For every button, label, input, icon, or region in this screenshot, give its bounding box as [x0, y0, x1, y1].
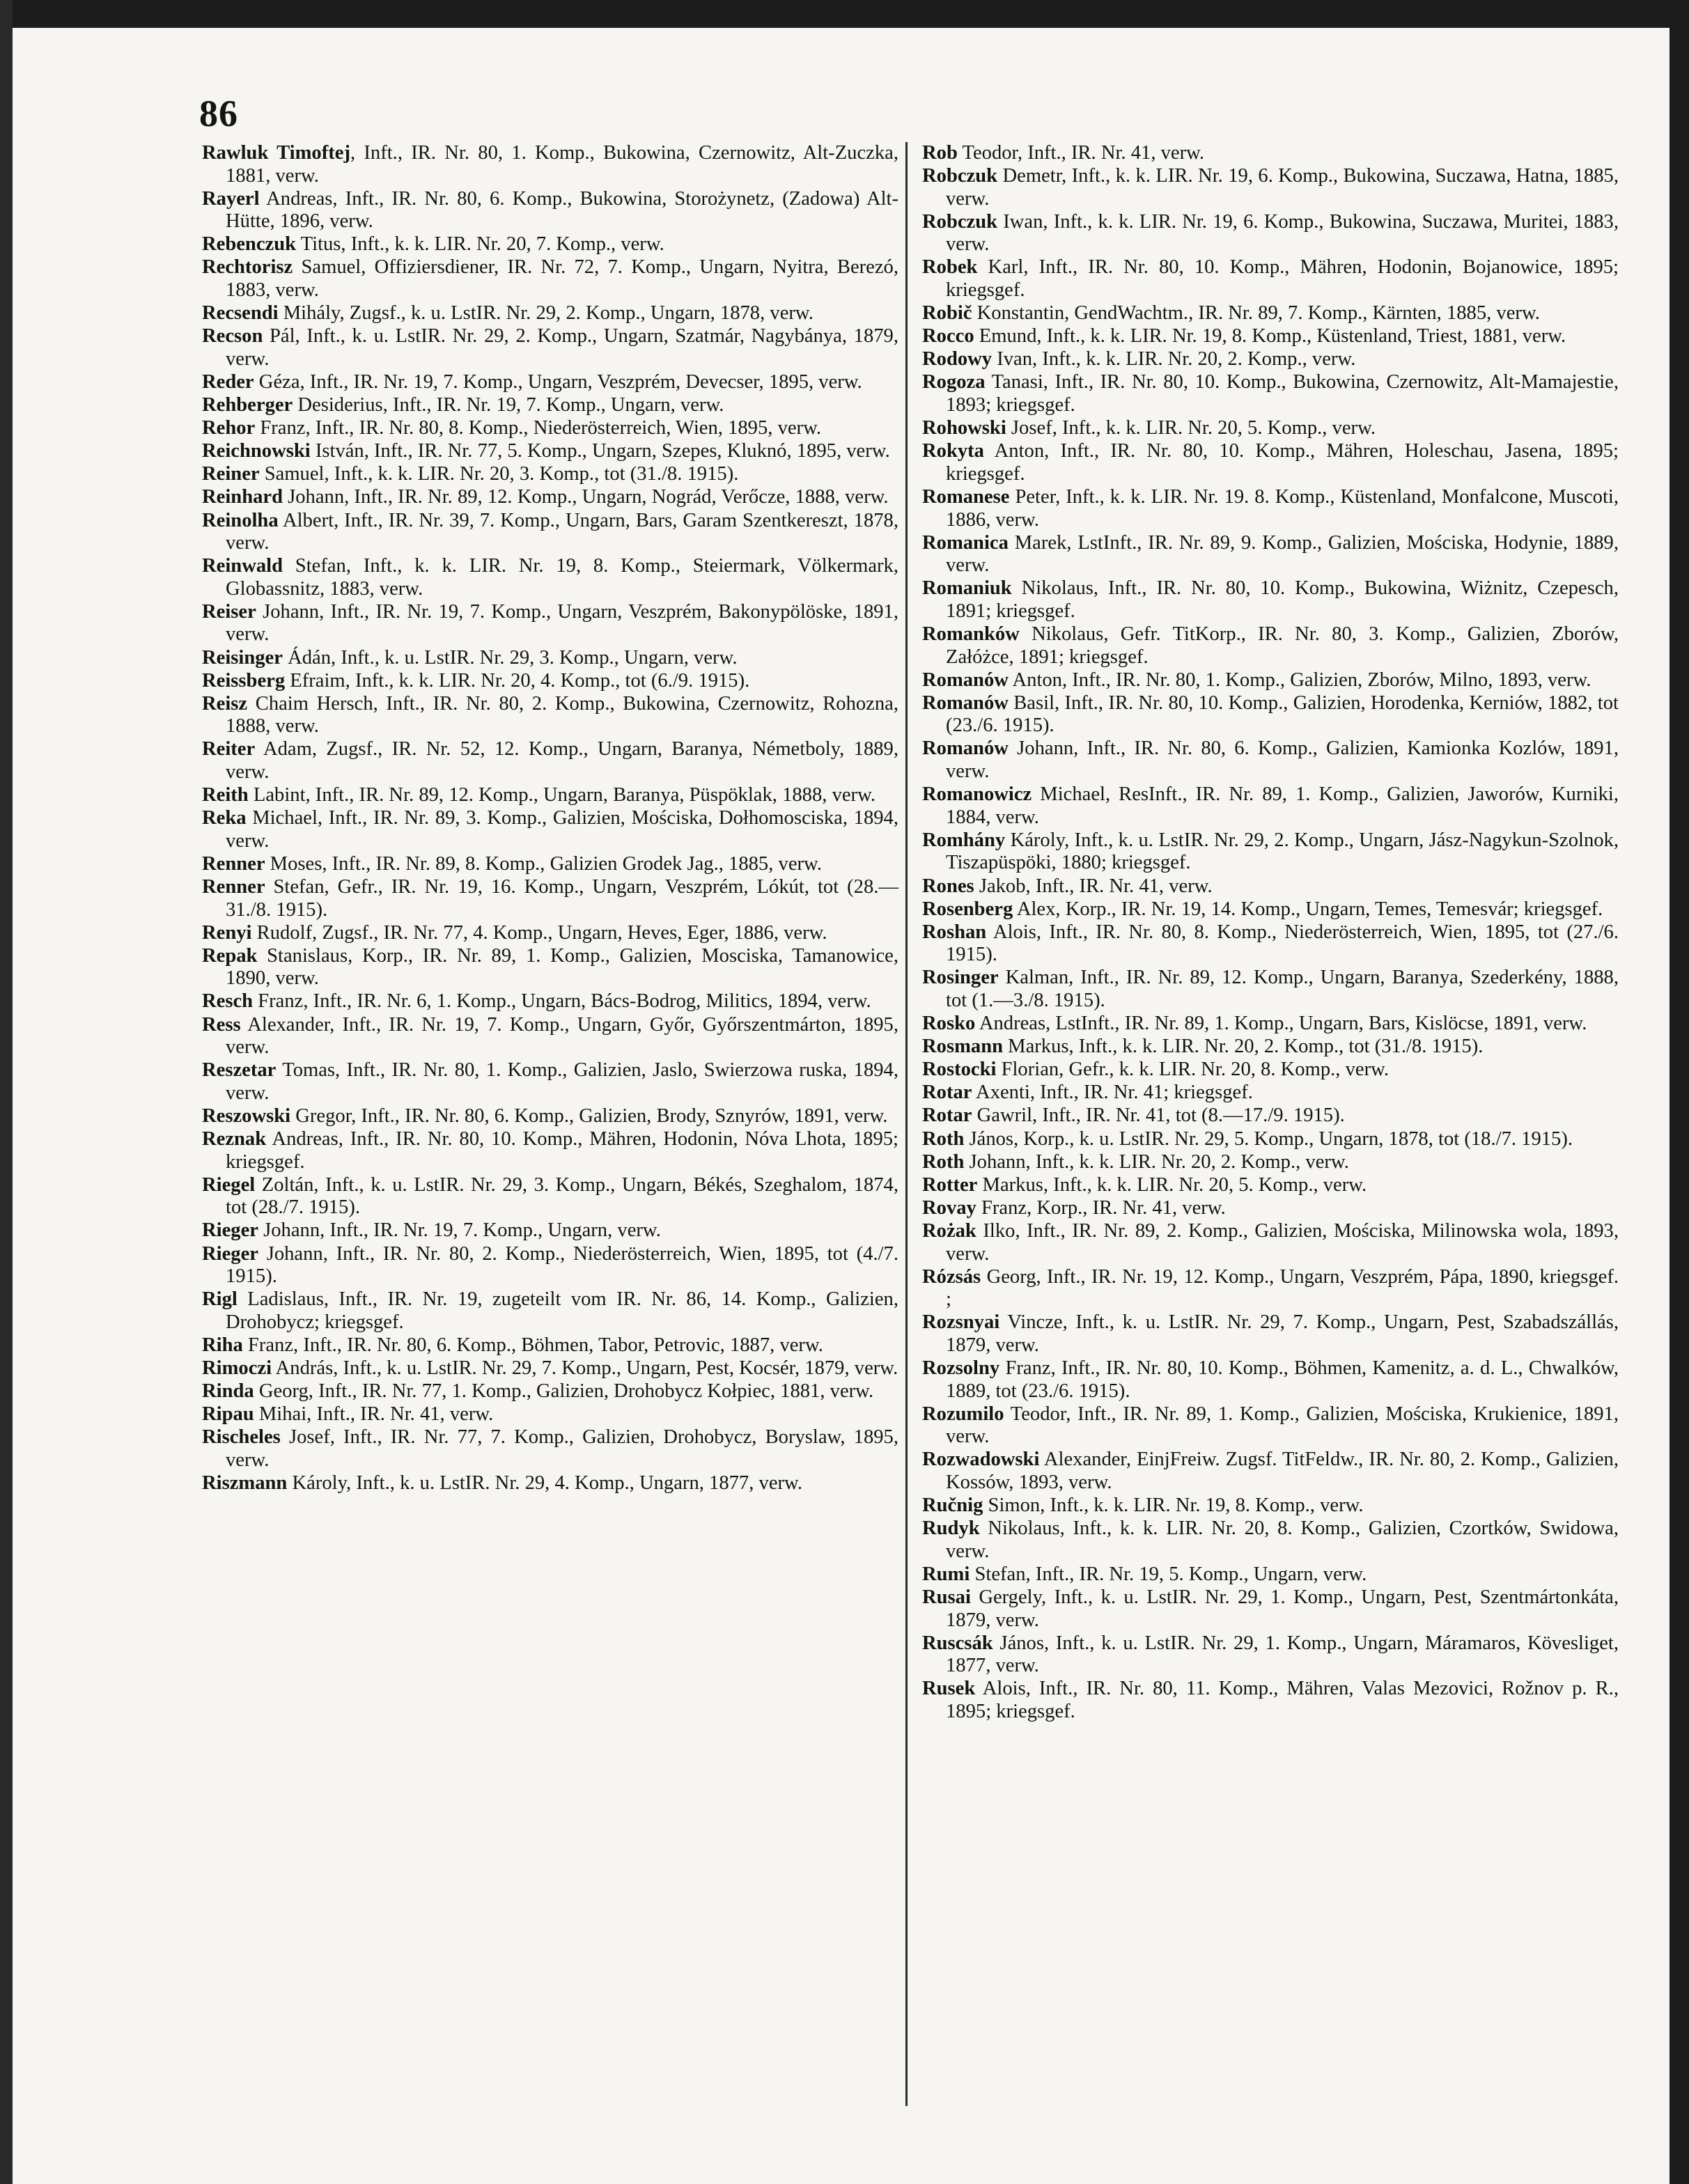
- entry-surname: Rusai: [922, 1586, 971, 1608]
- list-entry: [922, 1220, 1619, 1265]
- scan-edge-top: [0, 0, 1689, 28]
- entry-surname: Rosmann: [922, 1036, 1003, 1058]
- entry-surname: Romanowicz: [922, 783, 1032, 806]
- entry-details: Alexander, EinjFreiw. Zugsf. TitFeldw., IR. Nr. 80, 2. Komp., Galizien, Kossów, 1893, verw.: [946, 1449, 1619, 1493]
- entry-surname: Reichnowski: [202, 440, 311, 462]
- entry-surname: Rinda: [202, 1380, 254, 1403]
- entry-surname: Robczuk: [922, 165, 998, 187]
- entry-surname: Robek: [922, 256, 978, 279]
- entry-surname: Ruscsák: [922, 1632, 993, 1654]
- entry-details: Gregor, Inft., IR. Nr. 80, 6. Komp., Galizien, Brody, Sznyrów, 1891, verw.: [290, 1105, 888, 1127]
- list-entry: [202, 693, 898, 738]
- list-entry: [922, 417, 1619, 440]
- list-entry: [922, 1128, 1619, 1151]
- list-entry: [202, 945, 898, 990]
- list-entry: [202, 1219, 898, 1242]
- entry-details: Gergely, Inft., k. u. LstIR. Nr. 29, 1. Komp., Ungarn, Pest, Szentmártonkáta, 1879, verw.: [946, 1586, 1619, 1631]
- entry-surname: Rosenberg: [922, 898, 1013, 920]
- entry-details: Chaim Hersch, Inft., IR. Nr. 80, 2. Komp., Bukowina, Czernowitz, Rohozna, 1888, verw.: [226, 692, 898, 738]
- list-entry: [922, 1632, 1619, 1678]
- list-entry: [202, 853, 898, 876]
- entry-surname: Rohowski: [922, 417, 1006, 439]
- entry-details: Michael, Inft., IR. Nr. 89, 3. Komp., Galizien, Mościska, Dołhomosciska, 1894, verw.: [226, 807, 898, 852]
- list-entry: [922, 1174, 1619, 1197]
- entry-details: Georg, Inft., IR. Nr. 19, 12. Komp., Ungarn, Veszprém, Pápa, 1890, kriegsgef. ;: [946, 1265, 1619, 1311]
- entry-details: Johann, Inft., IR. Nr. 80, 2. Komp., Niederösterreich, Wien, 1895, tot (4./7. 1915).: [226, 1242, 898, 1288]
- entry-details: István, Inft., IR. Nr. 77, 5. Komp., Ungarn, Szepes, Kluknó, 1895, verw.: [310, 440, 890, 462]
- list-entry: [922, 440, 1619, 485]
- list-entry: [202, 463, 898, 486]
- list-entry: [922, 325, 1619, 348]
- entry-details: Johann, Inft., IR. Nr. 19, 7. Komp., Ungarn, Veszprém, Bakonypölöske, 1891, verw.: [226, 600, 898, 646]
- list-entry: [922, 1518, 1619, 1563]
- list-entry: [202, 876, 898, 921]
- entry-details: Emund, Inft., k. k. LIR. Nr. 19, 8. Komp., Küstenland, Triest, 1881, verw.: [974, 325, 1566, 348]
- entry-details: Peter, Inft., k. k. LIR. Nr. 19. 8. Komp., Küstenland, Monfalcone, Muscoti, 1886, verw.: [946, 485, 1619, 531]
- entry-surname: Roshan: [922, 921, 987, 943]
- entry-details: Teodor, Inft., IR. Nr. 41, verw.: [957, 142, 1205, 164]
- entry-details: Ladislaus, Inft., IR. Nr. 19, zugeteilt vom IR. Nr. 86, 14. Komp., Galizien, Drohobycz; kriegsgef.: [226, 1288, 898, 1333]
- entry-surname: Romanów: [922, 692, 1009, 714]
- entry-details: Andreas, Inft., IR. Nr. 80, 6. Komp., Bukowina, Storożynetz, (Zadowa) Alt-Hütte, 1896, verw.: [226, 187, 898, 233]
- list-entry: [922, 1013, 1619, 1036]
- entry-details: Nikolaus, Gefr. TitKorp., IR. Nr. 80, 3. Komp., Galizien, Zborów, Załóżce, 1891; kriegsgef.: [946, 623, 1619, 668]
- list-entry: [922, 1197, 1619, 1220]
- entry-surname: Recson: [202, 325, 263, 348]
- entry-details: Adam, Zugsf., IR. Nr. 52, 12. Komp., Ungarn, Baranya, Németboly, 1889, verw.: [226, 738, 898, 783]
- list-entry: [922, 692, 1619, 738]
- list-entry: [202, 1059, 898, 1105]
- entry-details: Johann, Inft., IR. Nr. 19, 7. Komp., Ungarn, verw.: [258, 1219, 661, 1242]
- entry-details: Stefan, Gefr., IR. Nr. 19, 16. Komp., Ungarn, Veszprém, Lókút, tot (28.—31./8. 1915).: [226, 876, 898, 921]
- entry-details: Teodor, Inft., IR. Nr. 89, 1. Komp., Galizien, Mościska, Krukienice, 1891, verw.: [946, 1403, 1619, 1448]
- entry-surname: Renner: [202, 852, 265, 875]
- list-entry: [922, 1449, 1619, 1494]
- entry-details: Axenti, Inft., IR. Nr. 41; kriegsgef.: [972, 1082, 1253, 1104]
- entry-details: Ivan, Inft., k. k. LIR. Nr. 20, 2. Komp., verw.: [992, 348, 1356, 370]
- entry-details: Johann, Inft., k. k. LIR. Nr. 20, 2. Komp., verw.: [964, 1150, 1349, 1173]
- list-entry: [922, 1678, 1619, 1723]
- list-entry: [922, 1495, 1619, 1518]
- list-entry: [922, 1151, 1619, 1174]
- list-entry: [202, 1403, 898, 1426]
- list-entry: [922, 669, 1619, 692]
- entry-surname: Rocco: [922, 325, 974, 348]
- page-number: 86: [199, 93, 238, 134]
- list-entry: [922, 142, 1619, 165]
- list-entry: [922, 829, 1619, 875]
- entry-surname: Rieger: [202, 1219, 258, 1242]
- list-entry: [202, 1380, 898, 1403]
- entry-surname: Riszmann: [202, 1472, 288, 1494]
- list-entry: [202, 1105, 898, 1128]
- list-entry: [202, 1243, 898, 1288]
- right-column: [922, 142, 1619, 1724]
- entry-details: Alois, Inft., IR. Nr. 80, 11. Komp., Mähren, Valas Mezovici, Rožnov p. R., 1895; kriegsgef.: [946, 1678, 1619, 1722]
- list-entry: [202, 922, 898, 945]
- entry-details: Florian, Gefr., k. k. LIR. Nr. 20, 8. Komp., verw.: [996, 1059, 1390, 1081]
- entry-details: Franz, Inft., IR. Nr. 80, 10. Komp., Böhmen, Kamenitz, a. d. L., Chwalków, 1889, tot (23./6. 1915).: [946, 1357, 1619, 1402]
- entry-details: Karl, Inft., IR. Nr. 80, 10. Komp., Mähren, Hodonin, Bojanowice, 1895; kriegsgef.: [946, 256, 1619, 302]
- entry-details: Géza, Inft., IR. Nr. 19, 7. Komp., Ungarn, Veszprém, Devecser, 1895, verw.: [254, 370, 862, 393]
- entry-surname: Rózsás: [922, 1265, 981, 1288]
- list-entry: [922, 371, 1619, 416]
- entry-details: Moses, Inft., IR. Nr. 89, 8. Komp., Galizien Grodek Jag., 1885, verw.: [265, 852, 822, 875]
- entry-details: Jakob, Inft., IR. Nr. 41, verw.: [974, 875, 1213, 897]
- list-entry: [202, 1334, 898, 1357]
- entry-surname: Rawluk Timoftej: [202, 142, 350, 164]
- list-entry: [922, 623, 1619, 669]
- entry-details: Stefan, Inft., k. k. LIR. Nr. 19, 8. Komp., Steiermark, Völkermark, Globassnitz, 1883, verw.: [226, 555, 898, 600]
- list-entry: [922, 1403, 1619, 1449]
- entry-details: Alex, Korp., IR. Nr. 19, 14. Komp., Ungarn, Temes, Temesvár; kriegsgef.: [1013, 898, 1603, 920]
- entry-surname: Riegel: [202, 1173, 256, 1196]
- entry-details: Károly, Inft., k. u. LstIR. Nr. 29, 2. Komp., Ungarn, Jász-Nagykun-Szolnok, Tiszapüspöki, 1880; kriegsgef.: [946, 829, 1619, 874]
- list-entry: [202, 670, 898, 693]
- entry-surname: Rehberger: [202, 394, 293, 416]
- list-entry: [922, 486, 1619, 531]
- list-entry: [202, 1426, 898, 1472]
- list-entry: [202, 256, 898, 302]
- left-column: [202, 142, 898, 1495]
- list-entry: [922, 256, 1619, 302]
- list-entry: [922, 1036, 1619, 1059]
- list-entry: [922, 1266, 1619, 1311]
- list-entry: [202, 486, 898, 509]
- entry-details: Franz, Inft., IR. Nr. 6, 1. Komp., Ungarn, Bács-Bodrog, Militics, 1894, verw.: [253, 990, 871, 1013]
- entry-surname: Rischeles: [202, 1426, 281, 1449]
- entry-surname: Ress: [202, 1013, 241, 1036]
- entry-details: Titus, Inft., k. k. LIR. Nr. 20, 7. Komp., verw.: [296, 233, 664, 256]
- list-entry: [922, 967, 1619, 1012]
- entry-surname: Reisinger: [202, 646, 283, 669]
- entry-surname: Reinwald: [202, 555, 283, 577]
- entry-surname: Rodowy: [922, 348, 993, 370]
- list-entry: [922, 532, 1619, 577]
- entry-surname: Riha: [202, 1334, 243, 1356]
- list-entry: [202, 233, 898, 256]
- entry-details: Ilko, Inft., IR. Nr. 89, 2. Komp., Galizien, Mościska, Milinowska wola, 1893, verw.: [946, 1219, 1619, 1265]
- entry-details: Nikolaus, Inft., k. k. LIR. Nr. 20, 8. Komp., Galizien, Czortków, Swidowa, verw.: [946, 1518, 1619, 1562]
- entry-details: Josef, Inft., k. k. LIR. Nr. 20, 5. Komp., verw.: [1006, 417, 1376, 439]
- entry-details: Simon, Inft., k. k. LIR. Nr. 19, 8. Komp., verw.: [983, 1495, 1364, 1517]
- entry-details: Gawril, Inft., IR. Nr. 41, tot (8.—17./9. 1915).: [972, 1105, 1345, 1127]
- entry-surname: Romanów: [922, 738, 1009, 760]
- list-entry: [922, 875, 1619, 898]
- entry-details: Michael, ResInft., IR. Nr. 89, 1. Komp., Galizien, Jaworów, Kurniki, 1884, verw.: [946, 783, 1619, 828]
- entry-surname: Renyi: [202, 921, 252, 944]
- entry-details: Pál, Inft., k. u. LstIR. Nr. 29, 2. Komp., Ungarn, Szatmár, Nagybánya, 1879, verw.: [226, 325, 898, 370]
- list-entry: [202, 417, 898, 440]
- entry-details: Alois, Inft., IR. Nr. 80, 8. Komp., Niederösterreich, Wien, 1895, tot (27./6. 1915).: [946, 921, 1619, 966]
- entry-surname: Rayerl: [202, 187, 260, 210]
- list-entry: [202, 371, 898, 394]
- entry-surname: Rosinger: [922, 967, 999, 989]
- entry-details: Demetr, Inft., k. k. LIR. Nr. 19, 6. Komp., Bukowina, Suczawa, Hatna, 1885, verw.: [946, 165, 1619, 210]
- entry-surname: Rotar: [922, 1082, 972, 1104]
- entry-details: Andreas, LstInft., IR. Nr. 89, 1. Komp., Ungarn, Bars, Kislöcse, 1891, verw.: [975, 1013, 1587, 1035]
- entry-surname: Robič: [922, 302, 972, 325]
- list-entry: [922, 921, 1619, 967]
- list-entry: [202, 990, 898, 1013]
- list-entry: [202, 1288, 898, 1334]
- entry-surname: Rostocki: [922, 1059, 997, 1081]
- entry-details: Mihai, Inft., IR. Nr. 41, verw.: [254, 1403, 494, 1426]
- list-entry: [922, 1586, 1619, 1632]
- entry-details: Stanislaus, Korp., IR. Nr. 89, 1. Komp., Galizien, Mosciska, Tamanowice, 1890, verw.: [226, 944, 898, 990]
- scan-edge-right: [1669, 0, 1689, 2184]
- entry-surname: Rehor: [202, 417, 256, 439]
- entry-surname: Ripau: [202, 1403, 254, 1426]
- entry-surname: Rigl: [202, 1288, 238, 1311]
- entry-details: Anton, Inft., IR. Nr. 80, 1. Komp., Galizien, Zborów, Milno, 1893, verw.: [1008, 669, 1591, 691]
- entry-surname: Reinhard: [202, 486, 283, 508]
- entry-details: , Inft., IR. Nr. 80, 1. Komp., Bukowina, Czernowitz, Alt-Zuczka, 1881, verw.: [226, 142, 898, 187]
- entry-surname: Reith: [202, 784, 249, 806]
- entry-details: Samuel, Offiziersdiener, IR. Nr. 72, 7. Komp., Ungarn, Nyitra, Berezó, 1883, verw.: [226, 256, 898, 302]
- entry-surname: Reiser: [202, 600, 256, 623]
- list-entry: [922, 1059, 1619, 1082]
- entry-details: Tomas, Inft., IR. Nr. 80, 1. Komp., Galizien, Jaslo, Swierzowa ruska, 1894, verw.: [226, 1059, 898, 1104]
- entry-details: Marek, LstInft., IR. Nr. 89, 9. Komp., Galizien, Mościska, Hodynie, 1889, verw.: [946, 531, 1619, 577]
- entry-surname: Rozumilo: [922, 1403, 1004, 1425]
- list-entry: [922, 1082, 1619, 1105]
- entry-details: Stefan, Inft., IR. Nr. 19, 5. Komp., Ungarn, verw.: [970, 1563, 1367, 1585]
- entry-surname: Reiter: [202, 738, 256, 760]
- entry-surname: Rozsolny: [922, 1357, 1000, 1379]
- entry-surname: Rebenczuk: [202, 233, 297, 256]
- entry-surname: Ručnig: [922, 1495, 983, 1517]
- list-entry: [202, 510, 898, 555]
- entry-details: Josef, Inft., IR. Nr. 77, 7. Komp., Galizien, Drohobycz, Boryslaw, 1895, verw.: [226, 1426, 898, 1471]
- list-entry: [202, 1357, 898, 1380]
- entry-surname: Rozsnyai: [922, 1311, 1000, 1334]
- entry-surname: Recsendi: [202, 302, 279, 325]
- entry-details: András, Inft., k. u. LstIR. Nr. 29, 7. Komp., Ungarn, Pest, Kocsér, 1879, verw.: [272, 1357, 898, 1379]
- entry-surname: Reszowski: [202, 1105, 291, 1127]
- entry-surname: Rovay: [922, 1196, 976, 1219]
- entry-details: János, Inft., k. u. LstIR. Nr. 29, 1. Komp., Ungarn, Máramaros, Kövesliget, 1877, verw.: [946, 1632, 1619, 1677]
- list-entry: [202, 394, 898, 417]
- entry-surname: Roth: [922, 1150, 965, 1173]
- list-entry: [202, 738, 898, 783]
- entry-surname: Robczuk: [922, 210, 998, 233]
- entry-surname: Rosko: [922, 1013, 976, 1035]
- entry-details: János, Korp., k. u. LstIR. Nr. 29, 5. Komp., Ungarn, 1878, tot (18./7. 1915).: [964, 1128, 1573, 1150]
- entry-surname: Reinolha: [202, 509, 279, 531]
- list-entry: [202, 142, 898, 187]
- list-entry: [202, 188, 898, 233]
- entry-details: Ádán, Inft., k. u. LstIR. Nr. 29, 3. Komp., Ungarn, verw.: [282, 646, 738, 669]
- entry-surname: Reszetar: [202, 1059, 277, 1082]
- entry-surname: Romaniuk: [922, 577, 1012, 600]
- entry-details: Iwan, Inft., k. k. LIR. Nr. 19, 6. Komp., Bukowina, Suczawa, Muritei, 1883, verw.: [946, 210, 1619, 256]
- entry-surname: Rotter: [922, 1173, 978, 1196]
- entry-surname: Romhány: [922, 829, 1006, 851]
- entry-surname: Resch: [202, 990, 254, 1013]
- entry-surname: Reder: [202, 370, 254, 393]
- list-entry: [922, 783, 1619, 829]
- entry-surname: Rogoza: [922, 371, 986, 393]
- entry-details: Basil, Inft., IR. Nr. 80, 10. Komp., Galizien, Horodenka, Kerniów, 1882, tot (23./6. 1915).: [946, 692, 1619, 737]
- entry-details: Labint, Inft., IR. Nr. 89, 12. Komp., Ungarn, Baranya, Püspöklak, 1888, verw.: [248, 784, 876, 806]
- entry-surname: Renner: [202, 876, 265, 898]
- list-entry: [922, 302, 1619, 325]
- list-entry: [202, 601, 898, 646]
- entry-details: Zoltán, Inft., k. u. LstIR. Nr. 29, 3. Komp., Ungarn, Békés, Szeghalom, 1874, tot (28./7. 1915).: [226, 1173, 898, 1219]
- entry-details: Johann, Inft., IR. Nr. 80, 6. Komp., Galizien, Kamionka Kozlów, 1891, verw.: [946, 738, 1619, 783]
- entry-details: Konstantin, GendWachtm., IR. Nr. 89, 7. Komp., Kärnten, 1885, verw.: [972, 302, 1540, 325]
- entry-surname: Reznak: [202, 1128, 267, 1150]
- list-entry: [922, 165, 1619, 210]
- entry-details: Vincze, Inft., k. u. LstIR. Nr. 29, 7. Komp., Ungarn, Pest, Szabadszállás, 1879, verw.: [946, 1311, 1619, 1356]
- list-entry: [202, 1472, 898, 1495]
- list-entry: [202, 440, 898, 463]
- entry-surname: Reisz: [202, 692, 248, 715]
- entry-details: Johann, Inft., IR. Nr. 89, 12. Komp., Ungarn, Nográd, Verőcze, 1888, verw.: [282, 486, 889, 508]
- entry-surname: Rechtorisz: [202, 256, 293, 279]
- entry-surname: Romanica: [922, 531, 1009, 554]
- entry-details: Andreas, Inft., IR. Nr. 80, 10. Komp., Mähren, Hodonin, Nóva Lhota, 1895; kriegsgef.: [226, 1128, 898, 1173]
- entry-details: Kalman, Inft., IR. Nr. 89, 12. Komp., Ungarn, Baranya, Szederkény, 1888, tot (1.—3./8. 1915).: [946, 967, 1619, 1011]
- list-entry: [202, 555, 898, 600]
- entry-details: Markus, Inft., k. k. LIR. Nr. 20, 5. Komp., verw.: [977, 1173, 1367, 1196]
- column-divider: [905, 142, 908, 2106]
- list-entry: [202, 647, 898, 670]
- entry-surname: Rimoczi: [202, 1357, 272, 1379]
- entry-surname: Rusek: [922, 1678, 976, 1700]
- entry-surname: Rokyta: [922, 440, 984, 462]
- entry-details: Károly, Inft., k. u. LstIR. Nr. 29, 4. Komp., Ungarn, 1877, verw.: [287, 1472, 802, 1494]
- entry-details: Mihály, Zugsf., k. u. LstIR. Nr. 29, 2. Komp., Ungarn, 1878, verw.: [278, 302, 814, 325]
- entry-details: Alexander, Inft., IR. Nr. 19, 7. Komp., Ungarn, Győr, Győrszentmárton, 1895, verw.: [226, 1013, 898, 1059]
- entry-surname: Rożak: [922, 1219, 976, 1242]
- entry-details: Franz, Korp., IR. Nr. 41, verw.: [976, 1196, 1226, 1219]
- entry-details: Desiderius, Inft., IR. Nr. 19, 7. Komp., Ungarn, verw.: [293, 394, 724, 416]
- list-entry: [922, 1563, 1619, 1586]
- entry-surname: Rob: [922, 142, 958, 164]
- entry-details: Franz, Inft., IR. Nr. 80, 6. Komp., Böhmen, Tabor, Petrovic, 1887, verw.: [242, 1334, 823, 1356]
- entry-surname: Reiner: [202, 463, 260, 485]
- list-entry: [922, 898, 1619, 921]
- entry-details: Albert, Inft., IR. Nr. 39, 7. Komp., Ungarn, Bars, Garam Szentkereszt, 1878, verw.: [226, 509, 898, 554]
- entry-surname: Rudyk: [922, 1518, 980, 1540]
- entry-surname: Reka: [202, 807, 247, 829]
- entry-details: Franz, Inft., IR. Nr. 80, 8. Komp., Niederösterreich, Wien, 1895, verw.: [255, 417, 822, 439]
- entry-surname: Rumi: [922, 1563, 970, 1585]
- entry-surname: Roth: [922, 1128, 965, 1150]
- entry-details: Efraim, Inft., k. k. LIR. Nr. 20, 4. Komp., tot (6./9. 1915).: [285, 669, 750, 692]
- list-entry: [202, 807, 898, 852]
- entry-surname: Romanów: [922, 669, 1009, 691]
- entry-details: Rudolf, Zugsf., IR. Nr. 77, 4. Komp., Ungarn, Heves, Eger, 1886, verw.: [251, 921, 827, 944]
- entry-surname: Rones: [922, 875, 974, 897]
- entry-surname: Rozwadowski: [922, 1449, 1040, 1471]
- list-entry: [202, 1174, 898, 1219]
- list-entry: [202, 1128, 898, 1173]
- list-entry: [922, 738, 1619, 783]
- scan-edge-left: [0, 0, 13, 2184]
- list-entry: [202, 784, 898, 807]
- list-entry: [922, 1357, 1619, 1403]
- list-entry: [202, 302, 898, 325]
- list-entry: [202, 1014, 898, 1059]
- list-entry: [922, 348, 1619, 371]
- entry-surname: Reissberg: [202, 669, 286, 692]
- entry-surname: Romanków: [922, 623, 1020, 645]
- entry-surname: Romanese: [922, 485, 1010, 508]
- entry-details: Tanasi, Inft., IR. Nr. 80, 10. Komp., Bukowina, Czernowitz, Alt-Mamajestie, 1893; kriegsgef.: [946, 371, 1619, 416]
- list-entry: [922, 1311, 1619, 1357]
- entry-surname: Repak: [202, 944, 258, 967]
- entry-details: Nikolaus, Inft., IR. Nr. 80, 10. Komp., Bukowina, Wiżnitz, Czepesch, 1891; kriegsgef.: [946, 577, 1619, 622]
- entry-details: Samuel, Inft., k. k. LIR. Nr. 20, 3. Komp., tot (31./8. 1915).: [259, 463, 739, 485]
- entry-details: Markus, Inft., k. k. LIR. Nr. 20, 2. Komp., tot (31./8. 1915).: [1003, 1036, 1484, 1058]
- entry-details: Anton, Inft., IR. Nr. 80, 10. Komp., Mähren, Holeschau, Jasena, 1895; kriegsgef.: [946, 440, 1619, 485]
- entry-surname: Rieger: [202, 1242, 258, 1265]
- entry-surname: Rotar: [922, 1105, 972, 1127]
- list-entry: [202, 325, 898, 370]
- list-entry: [922, 577, 1619, 623]
- entry-details: Georg, Inft., IR. Nr. 77, 1. Komp., Galizien, Drohobycz Kołpiec, 1881, verw.: [254, 1380, 874, 1403]
- list-entry: [922, 211, 1619, 256]
- list-entry: [922, 1105, 1619, 1128]
